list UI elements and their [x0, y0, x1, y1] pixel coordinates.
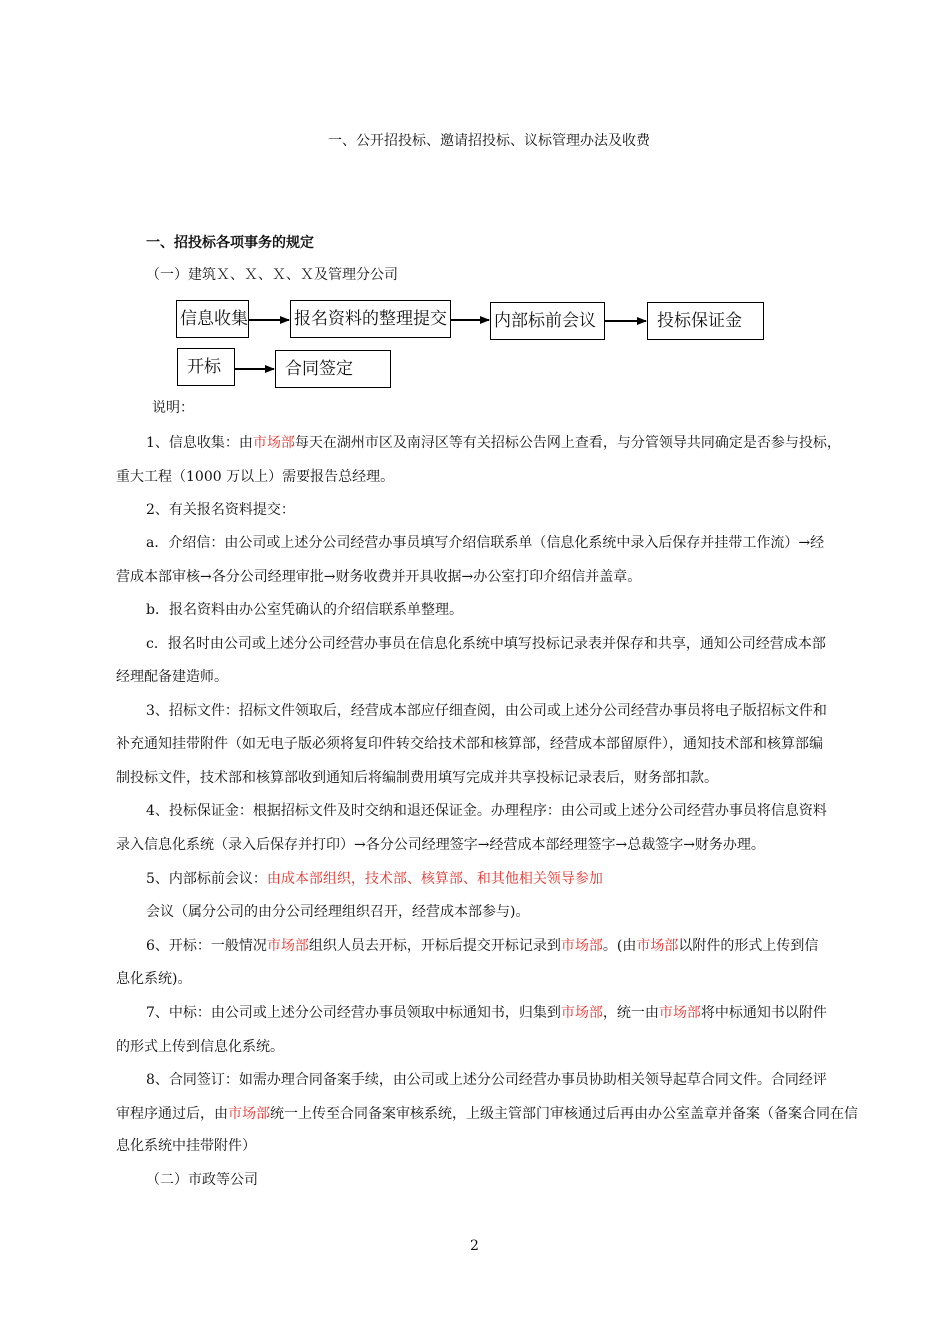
- item-5-line-1: 5、内部标前会议：由成本部组织，技术部、核算部、和其他相关领导参加: [146, 871, 603, 887]
- item-3-line-2: 补充通知挂带附件（如无电子版必须将复印件转交给技术部和核算部，经营成本部留原件），通知技术部和核算部编: [116, 736, 823, 752]
- flow-box-info-collection: 信息收集: [176, 300, 249, 338]
- flow-box-contract-signing: 合同签定: [275, 350, 391, 388]
- item-2b: b．报名资料由办公室凭确认的介绍信联系单整理。: [146, 602, 463, 618]
- item-4-line-1: 4、投标保证金：根据招标文件及时交纳和退还保证金。办理程序：由公司或上述分公司经营办事员将信息资料: [146, 803, 827, 819]
- flow-arrows: [0, 0, 950, 420]
- item-2c-line-1: c．报名时由公司或上述分公司经营办事员在信息化系统中填写投标记录表并保存和共享，通知公司经营成本部: [146, 636, 826, 652]
- item-5-line-2: 会议（属分公司的由分公司经理组织召开，经营成本部参与)。: [146, 904, 530, 920]
- item-8-line-2: 审程序通过后，由市场部统一上传至合同备案审核系统，上级主管部门审核通过后再由办公室盖章并备案（备案合同在信: [116, 1106, 858, 1122]
- item-3-line-1: 3、招标文件：招标文件领取后，经营成本部应仔细查阅，由公司或上述分公司经营办事员将电子版招标文件和: [146, 703, 827, 719]
- flow-box-bid-opening: 开标: [177, 348, 235, 386]
- flow-box-pre-bid-meeting: 内部标前会议: [490, 302, 605, 340]
- market-dept-highlight: 市场部: [252, 435, 295, 451]
- item-7-line-2: 的形式上传到信息化系统。: [116, 1039, 284, 1055]
- item-8-line-1: 8、合同签订：如需办理合同备案手续，由公司或上述分公司经营办事员协助相关领导起草合同文件。合同经评: [146, 1072, 827, 1088]
- item-1-line-2: 重大工程（1000 万以上）需要报告总经理。: [116, 469, 395, 485]
- item-2c-line-2: 经理配备建造师。: [116, 669, 228, 685]
- subsection-heading-1: （一）建筑Ｘ、Ｘ、Ｘ、Ｘ及管理分公司: [146, 267, 398, 283]
- page-number: 2: [470, 1238, 479, 1254]
- item-2-heading: 2、有关报名资料提交：: [146, 502, 295, 518]
- flow-box-bid-bond: 投标保证金: [647, 302, 764, 340]
- item-6-line-1: 6、开标：一般情况市场部组织人员去开标，开标后提交开标记录到市场部。(由市场部以附件的形式上传到信: [146, 938, 819, 954]
- item-4-line-2: 录入信息化系统（录入后保存并打印）→各分公司经理签字→经营成本部经理签字→总裁签字→财务办理。: [116, 837, 765, 853]
- item-2a-line-2: 营成本部审核→各分公司经理审批→财务收费并开具收据→办公室打印介绍信并盖章。: [116, 569, 642, 585]
- flow-box-registration: 报名资料的整理提交: [290, 300, 451, 338]
- note-label: 说明：: [152, 400, 194, 416]
- item-8-line-3: 息化系统中挂带附件）: [116, 1138, 256, 1154]
- document-title: 一、公开招投标、邀请招投标、议标管理办法及收费: [328, 133, 650, 149]
- item-6-line-2: 息化系统)。: [116, 971, 192, 987]
- item-3-line-3: 制投标文件，技术部和核算部收到通知后将编制费用填写完成并共享投标记录表后，财务部扣款。: [116, 770, 718, 786]
- item-1-line-1: 1、信息收集：由市场部每天在湖州市区及南浔区等有关招标公告网上查看，与分管领导共同确定是否参与投标，: [146, 435, 841, 451]
- item-5-highlight: 由成本部组织，技术部、核算部、和其他相关领导参加: [266, 871, 603, 887]
- item-2a-line-1: a．介绍信：由公司或上述分公司经营办事员填写介绍信联系单（信息化系统中录入后保存并挂带工作流）→经: [146, 535, 825, 551]
- section-heading: 一、招投标各项事务的规定: [146, 235, 314, 251]
- subsection-heading-2: （二）市政等公司: [146, 1172, 258, 1188]
- item-7-line-1: 7、中标：由公司或上述分公司经营办事员领取中标通知书，归集到市场部，统一由市场部将中标通知书以附件: [146, 1005, 827, 1021]
